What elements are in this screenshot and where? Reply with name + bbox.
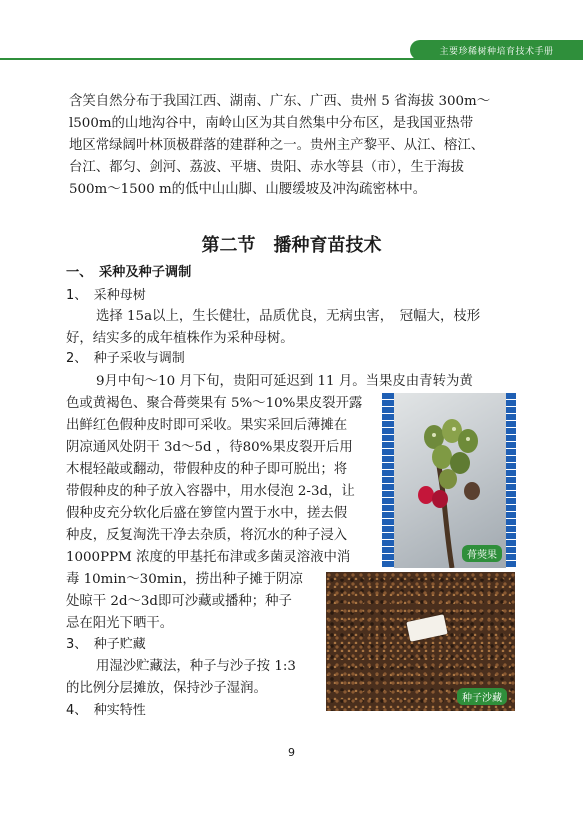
header-rule — [0, 58, 583, 60]
sub2-line-11: 处晾干 2d～3d即可沙藏或播种；种子 — [66, 594, 292, 609]
sub2-line-1: 9月中旬～10 月下旬，贵阳可延迟到 11 月。当果皮由青转为黄 — [96, 374, 473, 389]
sub3-line-1: 用湿沙贮藏法，种子与沙子按 1:3 — [96, 659, 296, 674]
seed-sand-storage-photo — [326, 572, 515, 711]
part1-heading: 一、 采种及种子调制 — [66, 265, 192, 280]
sub3-line-2: 的比例分层摊放，保持沙子湿润。 — [66, 681, 267, 696]
sub1-line-2: 好，结实多的成年植株作为采种母树。 — [66, 331, 294, 346]
sub2-line-12: 忌在阳光下晒干。 — [66, 616, 174, 631]
fruit-illustration — [382, 393, 516, 568]
section-title: 第二节 播种育苗技术 — [201, 235, 382, 256]
page-number: 9 — [288, 746, 295, 759]
intro-line-5: 500m～1500 m的低中山山脚、山腰缓坡及冲沟疏密林中。 — [69, 182, 427, 197]
sub2-line-7: 假种皮充分软化后盛在箩筐内置于水中，搓去假 — [66, 506, 348, 521]
sub2-line-10: 毒 10min～30min，捞出种子摊于阴凉 — [66, 572, 303, 587]
sub1-line-1: 选择 15a以上，生长健壮，品质优良，无病虫害， 冠幅大，枝形 — [96, 309, 481, 324]
sub2-line-5: 木棍轻敲或翻动，带假种皮的种子即可脱出；将 — [66, 462, 348, 477]
sub2-line-3: 出鲜红色假种皮时即可采收。果实采回后薄摊在 — [66, 418, 348, 433]
sub2-line-9: 1000PPM 浓度的甲基托布津或多菌灵溶液中消 — [66, 550, 351, 565]
intro-line-1: 含笑自然分布于我国江西、湖南、广东、广西、贵州 5 省海拔 300m～ — [69, 94, 491, 109]
photo2-caption: 种子沙藏 — [457, 688, 507, 705]
sub3-heading: 3、 种子贮藏 — [66, 637, 146, 652]
book-title: 主要珍稀树种培育技术手册 — [439, 46, 554, 57]
sub2-line-8: 种皮，反复淘洗干净去杂质，将沉水的种子浸入 — [66, 528, 348, 543]
running-header — [410, 40, 583, 60]
sub4-heading: 4、 种实特性 — [66, 703, 146, 718]
follicle-fruit-photo — [382, 393, 516, 568]
sub1-heading: 1、 采种母树 — [66, 288, 146, 303]
sub2-line-2: 色或黄褐色、聚合蓇葖果有 5%～10%果皮裂开露 — [66, 396, 363, 411]
intro-line-4: 台江、都匀、剑河、荔波、平塘、贵阳、赤水等县（市），生于海拔 — [69, 160, 465, 175]
sub2-heading: 2、 种子采收与调制 — [66, 351, 185, 366]
intro-line-2: l500m的山地沟谷中，南岭山区为其自然集中分布区，是我国亚热带 — [69, 116, 474, 131]
sub2-line-4: 阴凉通风处阴干 3d～5d ，待80%果皮裂开后用 — [66, 440, 353, 455]
paper-tag — [406, 614, 447, 641]
photo1-caption: 蓇葖果 — [462, 545, 502, 562]
intro-line-3: 地区常绿阔叶林顶极群落的建群种之一。贵州主产黎平、从江、榕江、 — [69, 138, 485, 153]
sub2-line-6: 带假种皮的种子放入容器中，用水侵泡 2-3d，让 — [66, 484, 355, 499]
